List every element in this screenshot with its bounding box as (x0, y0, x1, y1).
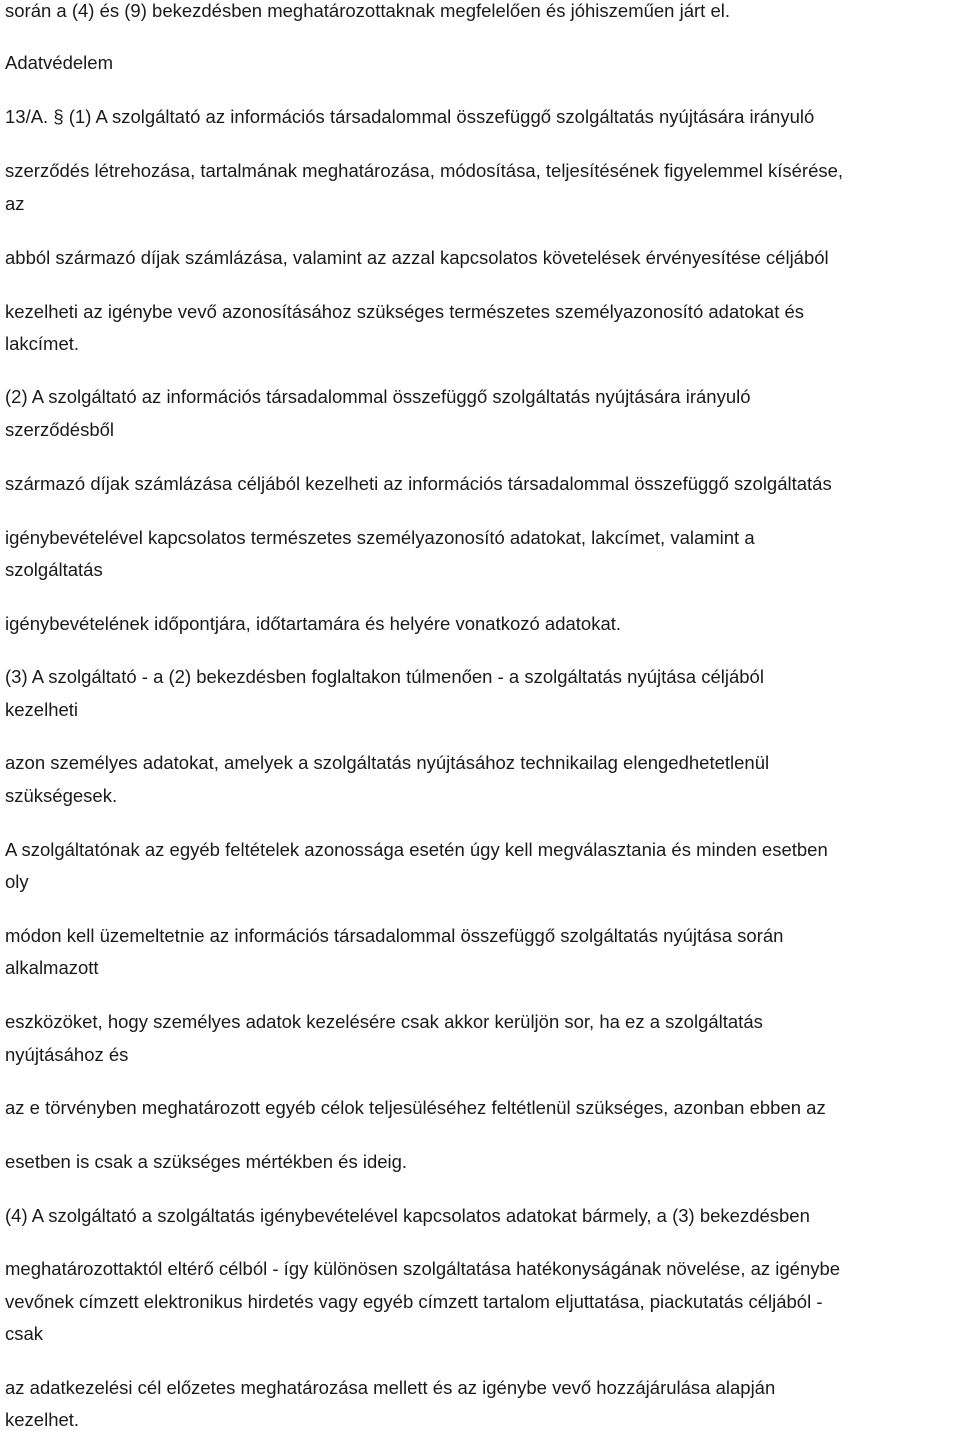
text-line: csak (5, 1323, 44, 1344)
text-line: szükségesek. (5, 785, 118, 806)
text-line: kezelhet. (5, 1409, 80, 1430)
text-line: esetben is csak a szükséges mértékben és ideig. (5, 1151, 408, 1172)
text-line: az e törvényben meghatározott egyéb célok teljesüléséhez feltétlenül szükséges, azonban ebben az (5, 1097, 826, 1118)
text-line: igénybevételével kapcsolatos természetes személyazonosító adatokat, lakcímet, valamint a (5, 527, 755, 548)
text-line: (4) A szolgáltató a szolgáltatás igénybevételével kapcsolatos adatokat bármely, a (3) bekezdésben (5, 1205, 810, 1226)
text-line: kezelheti (5, 699, 79, 720)
text-line: nyújtásához és (5, 1044, 129, 1065)
text-line: az adatkezelési cél előzetes meghatározása mellett és az igénybe vevő hozzájárulása alapján (5, 1377, 776, 1398)
text-line: (3) A szolgáltató - a (2) bekezdésben foglaltakon túlmenően - a szolgáltatás nyújtása céljából (5, 666, 764, 687)
text-line: abból származó díjak számlázása, valamint az azzal kapcsolatos követelések érvényesítése céljából (5, 247, 829, 268)
text-line: alkalmazott (5, 957, 99, 978)
text-line: módon kell üzemeltetnie az információs társadalommal összefüggő szolgáltatás nyújtása során (5, 925, 784, 946)
text-line: szerződésből (5, 419, 115, 440)
text-line: során a (4) és (9) bekezdésben meghatározottaknak megfelelően és jóhiszeműen járt el. (5, 0, 730, 21)
text-line: (2) A szolgáltató az információs társadalommal összefüggő szolgáltatás nyújtására irányuló (5, 386, 751, 407)
text-line: 13/A. § (1) A szolgáltató az információs társadalommal összefüggő szolgáltatás nyújtására irányuló (5, 106, 815, 127)
text-line: vevőnek címzett elektronikus hirdetés vagy egyéb címzett tartalom eljuttatása, piackutatás céljából - (5, 1291, 823, 1312)
text-line: szolgáltatás (5, 559, 103, 580)
text-line: lakcímet. (5, 333, 80, 354)
text-line: azon személyes adatokat, amelyek a szolgáltatás nyújtásához technikailag elengedhetetlenül (5, 752, 770, 773)
section-heading: Adatvédelem (5, 52, 113, 73)
text-line: szerződés létrehozása, tartalmának meghatározása, módosítása, teljesítésének figyelemmel kísérése, (5, 160, 844, 181)
text-line: oly (5, 871, 29, 892)
text-line: eszközöket, hogy személyes adatok kezelésére csak akkor kerüljön sor, ha ez a szolgáltatás (5, 1011, 763, 1032)
text-line: meghatározottaktól eltérő célból - így különösen szolgáltatása hatékonyságának növelése, az igénybe (5, 1258, 841, 1279)
text-line: igénybevételének időpontjára, időtartamára és helyére vonatkozó adatokat. (5, 613, 622, 634)
text-line: kezelheti az igénybe vevő azonosításához szükséges természetes személyazonosító adatokat és (5, 301, 805, 322)
text-line: származó díjak számlázása céljából kezelheti az információs társadalommal összefüggő szolgáltatás (5, 473, 832, 494)
text-line: A szolgáltatónak az egyéb feltételek azonossága esetén úgy kell megválasztania és minden esetben (5, 839, 828, 860)
text-line: az (5, 193, 25, 214)
